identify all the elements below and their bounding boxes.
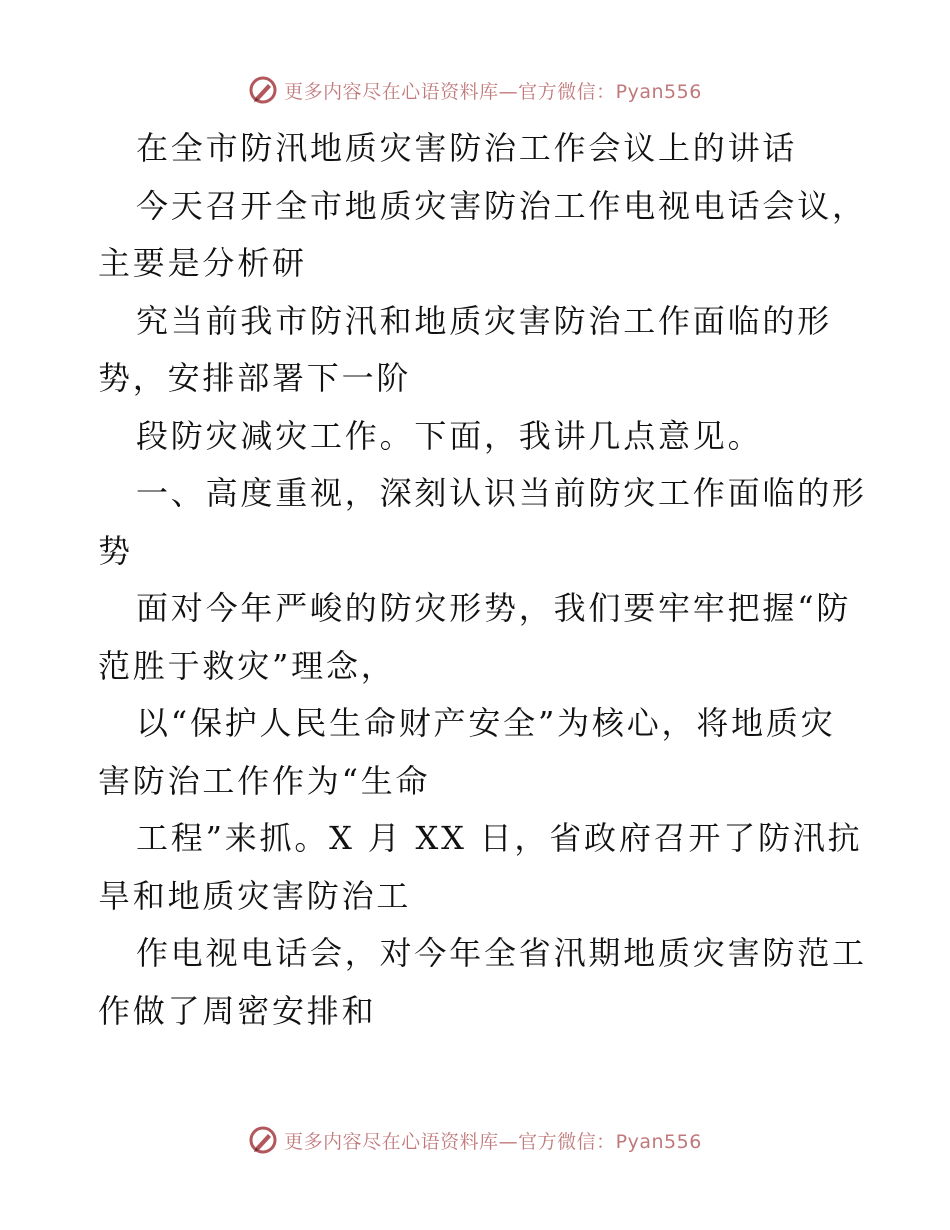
doc-line: 旱和地质灾害防治工 — [98, 876, 412, 915]
footer-watermark — [0, 1120, 950, 1160]
header-watermark — [0, 70, 950, 110]
doc-line: 以“保护人民生命财产安全”为核心，将地质灾 — [136, 704, 836, 742]
doc-line: 作做了周密安排和 — [98, 991, 377, 1030]
doc-line: 作电视电话会，对今年全省汛期地质灾害防范工 — [136, 934, 867, 972]
document-body — [98, 120, 867, 1040]
watermark-text: 更多内容尽在心语资料库—官方微信：Pyan556 — [284, 1130, 702, 1153]
doc-line: 在全市防汛地质灾害防治工作会议上的讲话 — [136, 129, 798, 167]
pen-logo-icon — [248, 1125, 278, 1155]
doc-line: 段防灾减灾工作。下面，我讲几点意见。 — [136, 416, 763, 455]
doc-line: 今天召开全市地质灾害防治工作电视电话会议， — [136, 186, 867, 225]
doc-line: 面对今年严峻的防灾形势，我们要牢牢把握“防 — [136, 589, 852, 627]
doc-line: 主要是分析研 — [98, 244, 307, 282]
doc-line: 势，安排部署下一阶 — [98, 359, 412, 397]
doc-line: 工程”来抓。X 月 XX 日，省政府召开了防汛抗 — [136, 819, 863, 857]
watermark-text: 更多内容尽在心语资料库—官方微信：Pyan556 — [284, 80, 702, 103]
doc-line: 势 — [98, 531, 133, 570]
doc-line: 害防治工作作为“生命 — [98, 761, 431, 800]
doc-line: 究当前我市防汛和地质灾害防治工作面临的形 — [136, 301, 833, 340]
doc-line: 范胜于救灾”理念， — [98, 646, 396, 685]
pen-logo-icon — [248, 75, 278, 105]
doc-line: 一、高度重视，深刻认识当前防灾工作面临的形 — [136, 474, 867, 512]
